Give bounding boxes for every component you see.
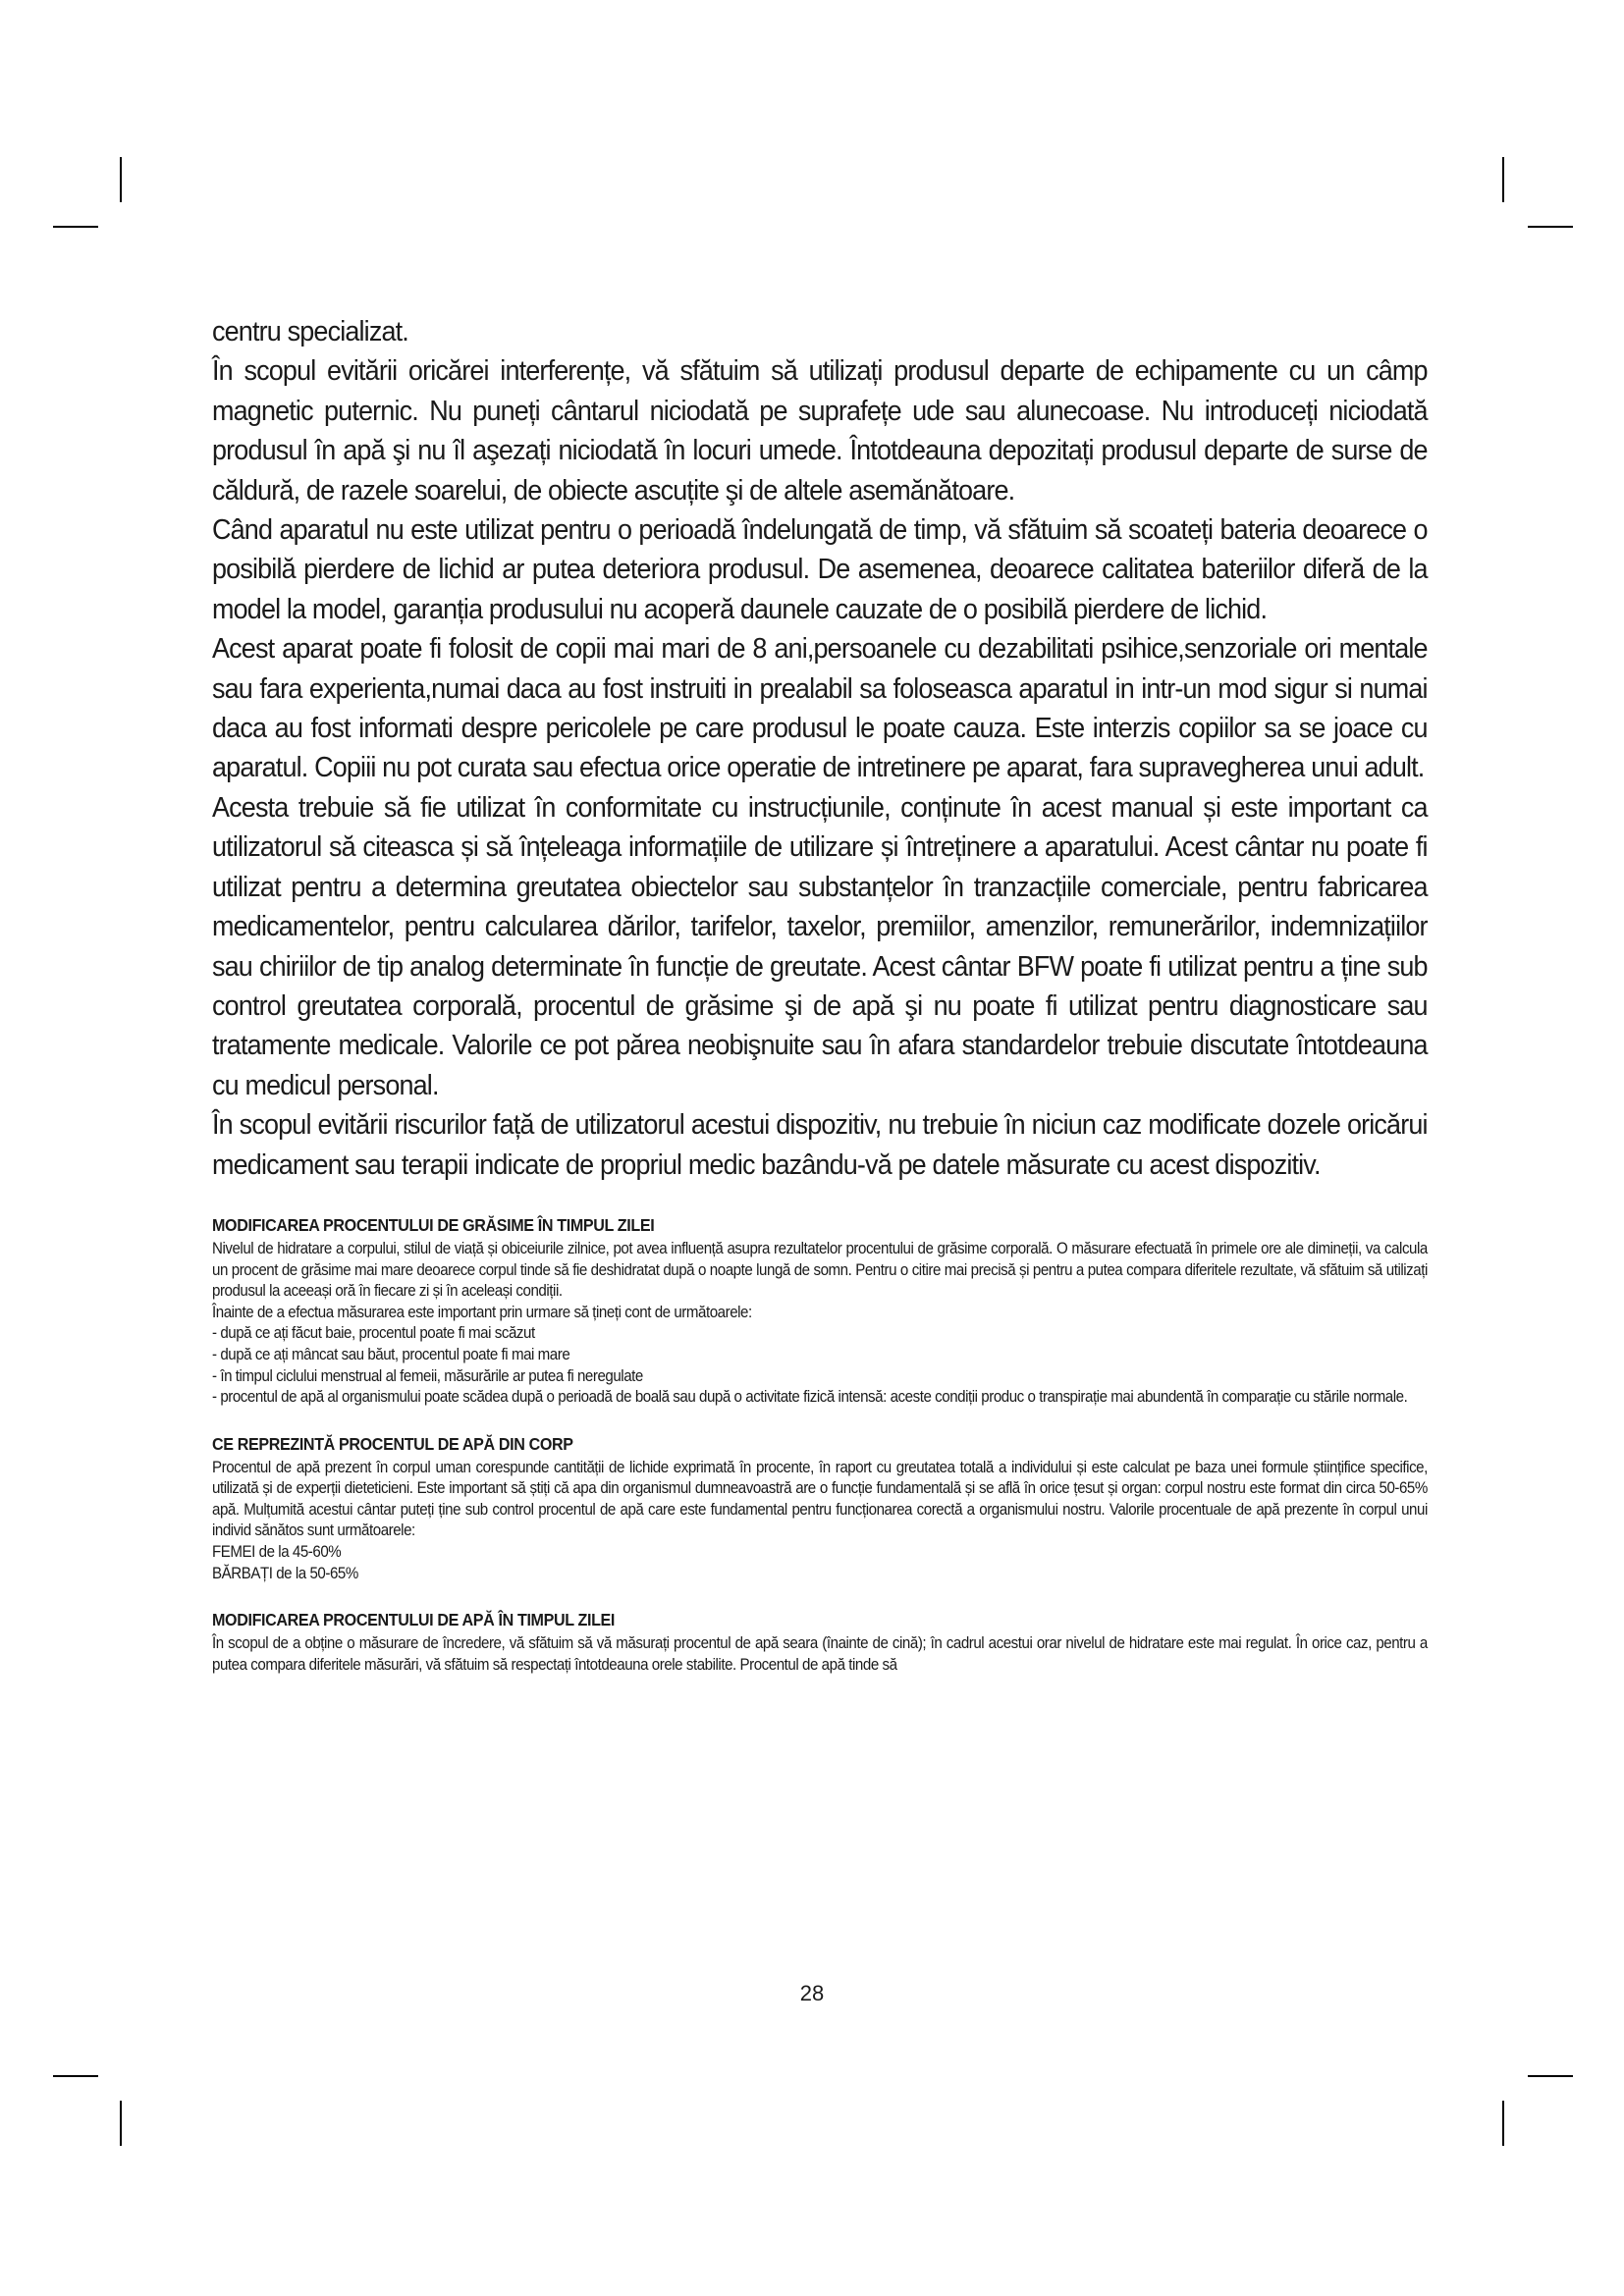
section-paragraph: Nivelul de hidratare a corpului, stilul de viață și obiceiurile zilnice, pot avea influență asupra rezultatelor procentului de grăsime corporală. O măsurare efectuată în primele ore ale dimineții, va calcula un procent de grăsime mai mare deoarece corpul tinde să fie deshidratat după o noapte lungă de somn. Pentru o citire mai precisă și pentru a putea compara diferitele rezultate, vă sfătuim să utilizați produsul la aceeași oră în fiecare zi și în aceleași condiții. — [212, 1238, 1428, 1301]
crop-mark-bottom-right-horizontal — [1528, 2075, 1573, 2077]
main-text — [212, 312, 1428, 1185]
section-fat-variation — [212, 1214, 1428, 1408]
conditions-list — [212, 1322, 1428, 1407]
crop-mark-bottom-right-vertical — [1502, 2101, 1504, 2146]
list-item: - după ce ați mâncat sau băut, procentul poate fi mai mare — [212, 1344, 570, 1363]
section-water-variation — [212, 1609, 1428, 1675]
crop-mark-bottom-left-vertical — [120, 2101, 122, 2146]
section-heading: CE REPREZINTĂ PROCENTUL DE APĂ DIN CORP — [212, 1433, 573, 1454]
crop-mark-top-left-vertical — [120, 157, 122, 202]
paragraph: În scopul evitării oricărei interferențe, vă sfătuim să utilizați produsul departe de echipamente cu un câmp magnetic puternic. Nu puneți cântarul niciodată pe suprafețe ude sau alunecoase. Nu introduceți niciodată produsul în apă şi nu îl aşezați niciodată în locuri umede. Întotdeauna depozitați produsul departe de surse de căldură, de razele soarelui, de obiecte ascuțite şi de altele asemănătoare. — [212, 355, 1428, 507]
paragraph: În scopul evitării riscurilor față de utilizatorul acestui dispozitiv, nu trebuie în niciun caz modificate dozele oricărui medicament sau terapii indicate de propriul medic bazându-vă pe datele măsurate cu acest dispozitiv. — [212, 1109, 1428, 1181]
paragraph: Acest aparat poate fi folosit de copii mai mari de 8 ani,persoanele cu dezabilitati psihice,senzoriale ori mentale sau fara experienta,numai daca au fost instruiti in prealabil sa foloseasca aparatul in intr-un mod sigur si numai daca au fost informati despre pericolele pe care produsul le poate cauza. Este interzis copiilor sa se joace cu aparatul. Copiii nu pot curata sau efectua orice operatie de intretinere pe aparat, fara supravegherea unui adult. — [212, 633, 1428, 784]
paragraph: centru specializat. — [212, 316, 408, 347]
crop-mark-top-right-horizontal — [1528, 226, 1573, 228]
list-item: - după ce ați făcut baie, procentul poate fi mai scăzut — [212, 1323, 535, 1343]
page-number: 28 — [799, 1981, 825, 2005]
crop-mark-bottom-left-horizontal — [53, 2075, 98, 2077]
section-body — [212, 1632, 1428, 1675]
section-heading: MODIFICAREA PROCENTULUI DE GRĂSIME ÎN TIMPUL ZILEI — [212, 1214, 655, 1235]
paragraph: Acesta trebuie să fie utilizat în conformitate cu instrucțiunile, conținute în acest manual și este important ca utilizatorul să citeasca și să înțeleaga informațiile de utilizare și întreținere a aparatului. Acest cântar nu poate fi utilizat pentru a determina greutatea obiectelor sau substanțelor în tranzacțiile comerciale, pentru fabricarea medicamentelor, pentru calcularea dărilor, tarifelor, taxelor, premiilor, amenzilor, remunerărilor, indemnizațiilor sau chiriilor de tip analog determinate în funcție de greutate. Acest cântar BFW poate fi utilizat pentru a ține sub control greutatea corporală, procentul de grăsime şi de apă şi nu poate fi utilizat pentru diagnosticare sau tratamente medicale. Valorile ce pot părea neobişnuite sau în afara standardelor trebuie discutate întotdeauna cu medicul personal. — [212, 791, 1428, 1101]
list-item: - în timpul ciclului menstrual al femeii, măsurările ar putea fi neregulate — [212, 1365, 643, 1385]
section-body — [212, 1238, 1428, 1408]
men-range: BĂRBAȚI de la 50-65% — [212, 1563, 358, 1582]
section-water-percentage — [212, 1433, 1428, 1584]
list-item: - procentul de apă al organismului poate scădea după o perioadă de boală sau după o activitate fizică intensă: aceste condiții produc o transpirație mai abundentă în comparație cu stările normale. — [212, 1387, 1408, 1407]
crop-mark-top-left-horizontal — [53, 226, 98, 228]
crop-mark-top-right-vertical — [1502, 157, 1504, 202]
paragraph: Când aparatul nu este utilizat pentru o perioadă îndelungată de timp, vă sfătuim să scoateți bateria deoarece o posibilă pierdere de lichid ar putea deteriora produsul. De asemenea, deoarece calitatea bateriilor diferă de la model la model, garanția produsului nu acoperă daunele cauzate de o posibilă pierdere de lichid. — [212, 514, 1428, 625]
section-body — [212, 1457, 1428, 1584]
section-paragraph: Procentul de apă prezent în corpul uman corespunde cantității de lichide exprimată în procente, în raport cu greutatea totală a individului și este calculat pe baza unei formule științifice specifice, utilizată și de experții dieteticieni. Este important să știți că apa din organismul dumneavoastră are o funcție fundamentală și se află în orice țesut și organ: corpul nostru este format din circa 50-65% apă. Mulțumită acestui cântar puteți ține sub control procentul de apă care este fundamental pentru funcționarea corectă a organismului nostru. Valorile procentuale de apă prezente în corpul unui individ sănătos sunt următoarele: — [212, 1457, 1428, 1540]
section-heading: MODIFICAREA PROCENTULUI DE APĂ ÎN TIMPUL ZILEI — [212, 1610, 616, 1630]
page-content — [212, 312, 1428, 1675]
women-range: FEMEI de la 45-60% — [212, 1542, 342, 1562]
section-paragraph: Înainte de a efectua măsurarea este important prin urmare să țineți cont de următoarele: — [212, 1302, 752, 1321]
section-paragraph: În scopul de a obține o măsurare de încredere, vă sfătuim să vă măsurați procentul de apă seara (înainte de cină); în cadrul acestui orar nivelul de hidratare este mai regulat. În orice caz, pentru a putea compara diferitele măsurări, vă sfătuim să respectați întotdeauna orele stabilite. Procentul de apă tinde să — [212, 1633, 1428, 1674]
